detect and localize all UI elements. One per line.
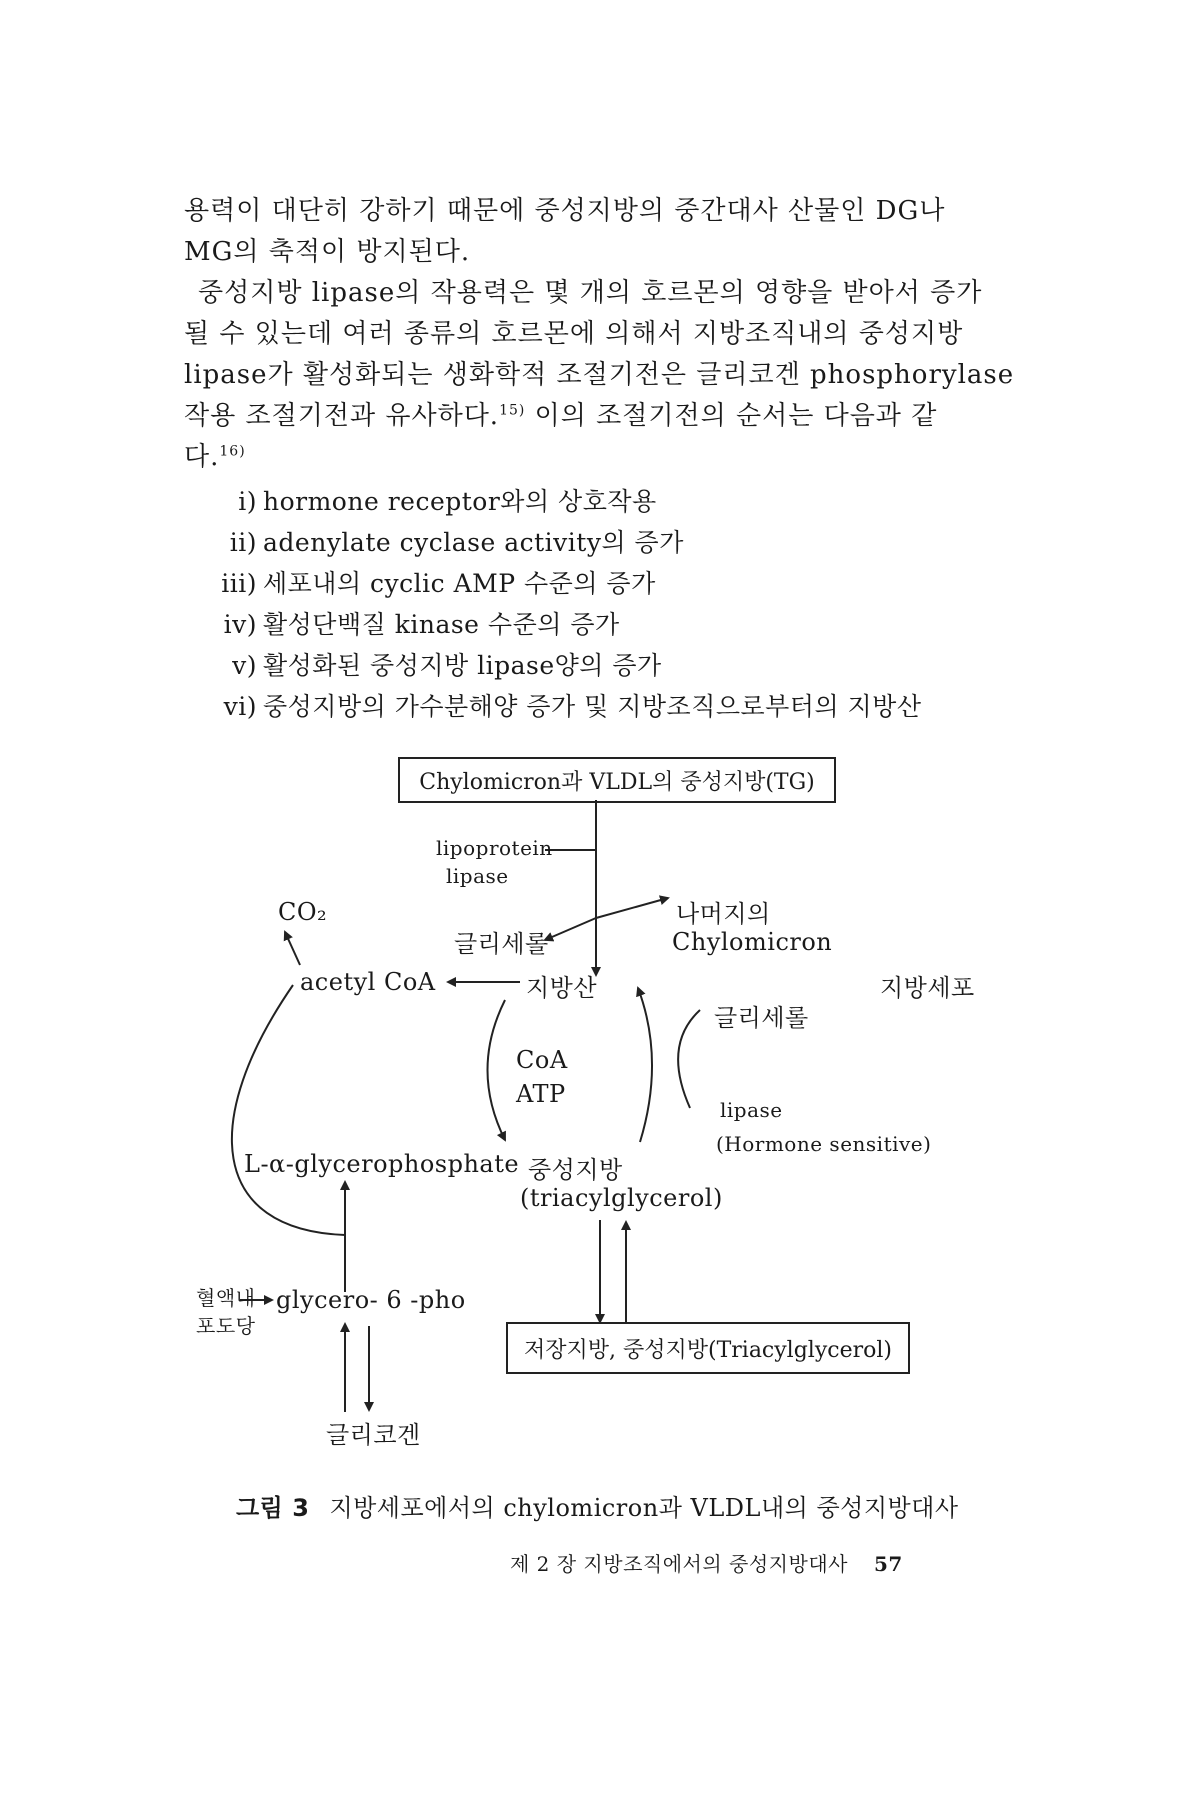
acetyl-coa-label: acetyl CoA <box>300 968 436 996</box>
body-line-7-text: 다. <box>184 442 220 472</box>
step-text: 중성지방의 가수분해양 증가 및 지방조직으로부터의 지방산 <box>263 692 922 721</box>
fat-cell-label: 지방세포 <box>880 974 975 1002</box>
triglyceride-label: 중성지방 <box>528 1156 623 1184</box>
step-number: iv) <box>223 610 257 639</box>
running-footer <box>510 1548 903 1577</box>
arrow-esterification <box>488 1000 506 1140</box>
chapter-title: 제 2 장 지방조직에서의 중성지방대사 <box>510 1552 848 1576</box>
arrow-lipolysis <box>638 988 652 1142</box>
coa-label: CoA <box>516 1046 568 1074</box>
arrow-to-glycerol <box>545 918 596 940</box>
step-text: 활성단백질 kinase 수준의 증가 <box>263 610 620 639</box>
step-text: 세포내의 cyclic AMP 수준의 증가 <box>263 569 656 598</box>
step-number: iii) <box>221 569 257 598</box>
body-line-6-text: 작용 조절기전과 유사하다. <box>184 401 500 431</box>
co2-label: CO₂ <box>278 898 328 926</box>
lipoprotein-label: lipoprotein <box>436 836 553 860</box>
step-text: adenylate cyclase activity의 증가 <box>263 528 684 557</box>
body-line-5: lipase가 활성화되는 생화학적 조절기전은 글리코겐 phosphorylase <box>184 360 1015 390</box>
body-line-2: MG의 축적이 방지된다. <box>184 237 471 267</box>
storage-fat-box: 저장지방, 중성지방(Triacylglycerol) <box>506 1322 910 1374</box>
blood-glucose-label-1: 혈액내 <box>196 1286 256 1310</box>
remaining-label-1: 나머지의 <box>676 900 771 928</box>
glycogen-label: 글리코겐 <box>326 1421 421 1449</box>
citation-15: 15) <box>499 402 526 419</box>
step-number: i) <box>238 487 257 516</box>
fatty-acid-label: 지방산 <box>526 974 598 1002</box>
step-text: 활성화된 중성지방 lipase양의 증가 <box>263 651 662 680</box>
lipase-label: lipase <box>446 864 509 888</box>
lipase-hs-label-2: (Hormone sensitive) <box>716 1132 932 1156</box>
glycerol-label-1: 글리세롤 <box>454 930 549 958</box>
figure-label: 그림 3 <box>236 1494 310 1522</box>
body-line-6-tail: 이의 조절기전의 순서는 다음과 같 <box>525 401 938 431</box>
figure-caption <box>236 1488 959 1523</box>
figure-caption-text: 지방세포에서의 chylomicron과 VLDL내의 중성지방대사 <box>329 1494 959 1522</box>
citation-16: 16) <box>219 443 246 460</box>
step-text: hormone receptor와의 상호작용 <box>263 487 657 516</box>
triacylglycerol-label: (triacylglycerol) <box>520 1184 723 1212</box>
page-number: 57 <box>873 1552 903 1576</box>
glycerophosphate-label: L-α-glycerophosphate <box>244 1150 520 1178</box>
remaining-label-2: Chylomicron <box>672 928 833 956</box>
arrow-to-remaining-chylomicron <box>596 898 668 918</box>
atp-label: ATP <box>516 1080 566 1108</box>
body-line-1: 용력이 대단히 강하기 때문에 중성지방의 중간대사 산물인 DG나 <box>184 196 946 226</box>
loop-glycerophosphate-to-acetyl <box>232 985 345 1235</box>
glycerol-6-phosphate-label: glycero- 6 -pho <box>276 1286 466 1314</box>
body-line-3: 중성지방 lipase의 작용력은 몇 개의 호르몬의 영향을 받아서 증가 <box>198 278 983 308</box>
step-number: v) <box>232 651 257 680</box>
step-number: vi) <box>223 692 257 721</box>
step-number: ii) <box>229 528 257 557</box>
tg-source-box: Chylomicron과 VLDL의 중성지방(TG) <box>398 757 836 803</box>
body-line-4: 될 수 있는데 여러 종류의 호르몬에 의해서 지방조직내의 중성지방 <box>184 319 964 349</box>
blood-glucose-label-2: 포도당 <box>196 1314 256 1338</box>
lipase-hs-label-1: lipase <box>720 1098 783 1122</box>
glycerol-label-2: 글리세롤 <box>714 1004 809 1032</box>
lipase-bracket <box>678 1010 700 1108</box>
arrow-acetyl-coa-to-co2 <box>285 932 300 965</box>
